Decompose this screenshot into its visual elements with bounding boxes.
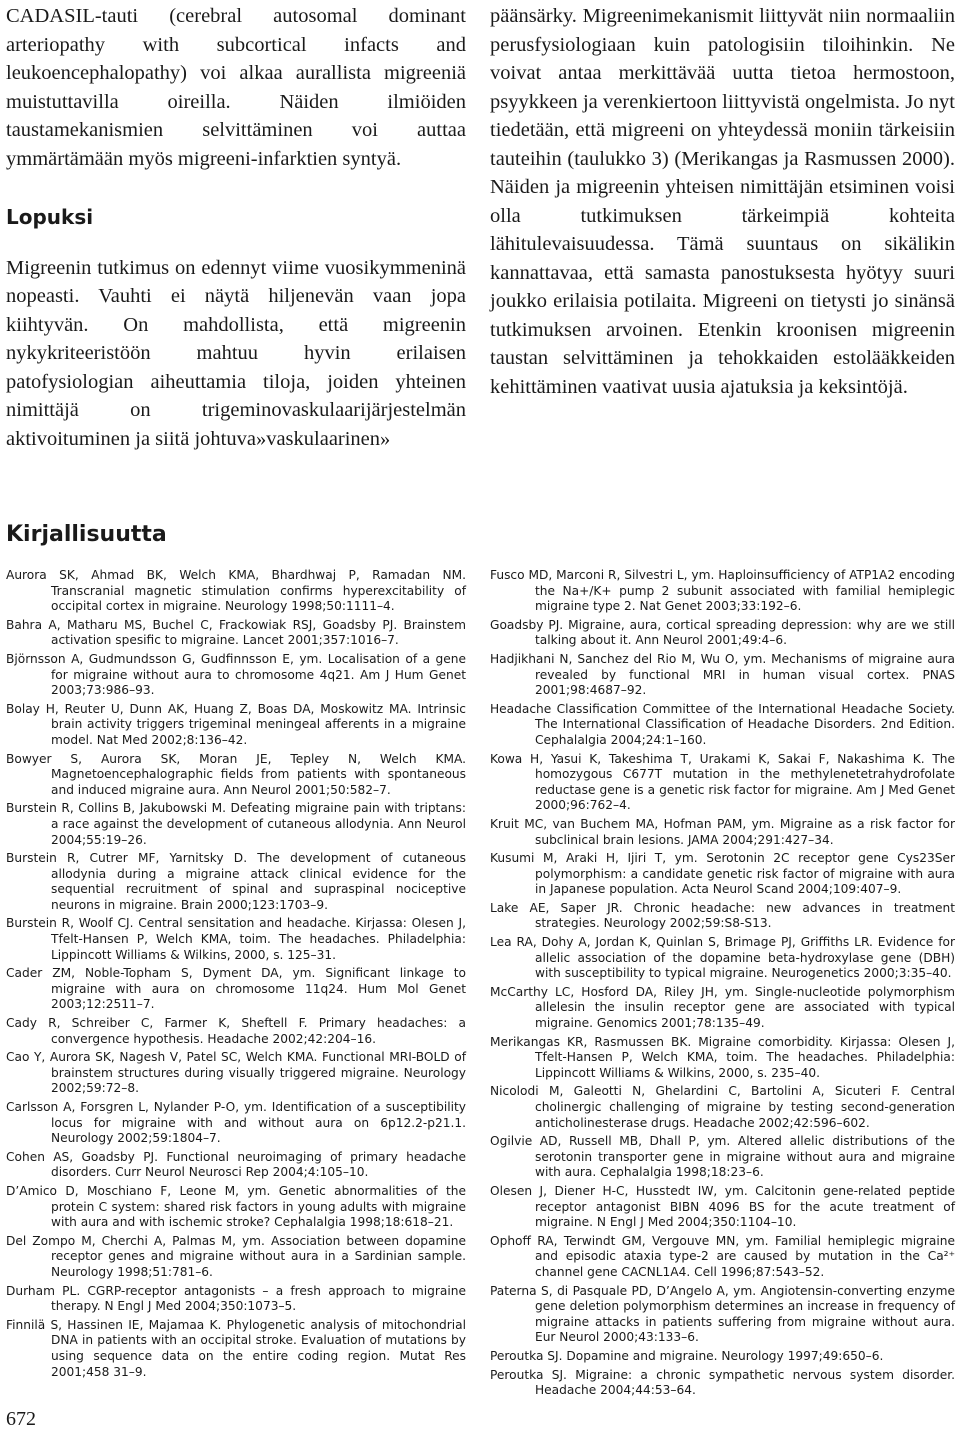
page-number: 672	[6, 1408, 36, 1430]
reference-item: Bolay H, Reuter U, Dunn AK, Huang Z, Boas DA, Moskowitz MA. Intrinsic brain activity triggers trigeminal meningeal afferents in a migraine model. Nat Med 2002;8:136–42.	[6, 701, 466, 747]
reference-item: Burstein R, Cutrer MF, Yarnitsky D. The development of cutaneous allodynia during a migraine attack clinical evidence for the sequential recruitment of spinal and supraspinal nociceptive neurons in migraine. Brain 2000;123:1703–9.	[6, 851, 466, 912]
reference-item: D’Amico D, Moschiano F, Leone M, ym. Genetic abnormalities of the protein C system: shared risk factors in young adults with migraine with aura and with ischemic stroke? Cephalalgia 1998;18:618–21.	[6, 1183, 466, 1230]
body-column-left	[6, 2, 466, 453]
body-paragraph: päänsärky. Migreenimekanismit liittyvät niin normaaliin perusfysiologiaan kuin patologisiin tiloihinkin. Ne voivat antaa merkittävää uutta tietoa hermostoon, psyykkeen ja verenkiertoon liittyvistä ongelmista. Jo nyt tiedetään, että migreeni on yhteydessä moniin tärkeisiin tauteihin (taulukko 3) (Merikangas ja Rasmussen 2000). Näiden ja migreenin yhteisen nimittäjän etsiminen voisi olla tutkimuksen tärkeimpiä kohteita lähitulevaisuudessa. Tämä suuntaus on sikälikin kannattavaa, että samasta panostuksesta hyötyy suuri joukko erilaisia potilaita. Migreeni on tietysti jo sinänsä tutkimuksen arvoinen. Etenkin kroonisen migreenin taustan selvittäminen ja tehokkaiden estolääkkeiden kehittäminen vaativat uusia ajatuksia ja keksintöjä.	[490, 5, 955, 398]
reference-item: Aurora SK, Ahmad BK, Welch KMA, Bhardhwaj P, Ramadan NM. Transcranial magnetic stimulation confirms hyperexcitability of occipital cortex in migraine. Neurology 1998;50:1111–4.	[6, 568, 466, 614]
section-heading: Lopuksi	[6, 205, 94, 229]
reference-item: Del Zompo M, Cherchi A, Palmas M, ym. Association between dopamine receptor genes and migraine without aura in a Sardinian sample. Neurology 1998;51:781–6.	[6, 1233, 466, 1279]
reference-item: Ogilvie AD, Russell MB, Dhall P, ym. Altered allelic distributions of the serotonin transporter gene in migraine without aura and migraine with aura. Cephalalgia 1998;18:23–6.	[490, 1134, 955, 1180]
body-paragraph: CADASIL-tauti (cerebral autosomal dominant arteriopathy with subcortical infacts and leukoencephalopathy) voi alkaa aurallista migreeniä muistuttavilla oireilla. Näiden ilmiöiden taustamekanismien selvittäminen voi auttaa ymmärtämään myös migreeni-infarktien syntyä.	[6, 5, 466, 170]
reference-item: Cao Y, Aurora SK, Nagesh V, Patel SC, Welch KMA. Functional MRI-BOLD of brainstem structures during visually triggered migraine. Neurology 2002;59:72–8.	[6, 1050, 466, 1096]
reference-item: Ophoff RA, Terwindt GM, Vergouve MN, ym. Familial hemiplegic migraine and episodic ataxia type-2 are caused by mutation in the Ca²⁺ channel gene CACNL1A4. Cell 1996;87:543–52.	[490, 1233, 955, 1279]
reference-item: Nicolodi M, Galeotti N, Ghelardini C, Bartolini A, Sicuteri F. Central cholinergic challenging of migraine by testing second-generation anticholinesterase drugs. Headache 2002;42:596–602.	[490, 1084, 955, 1130]
reference-item: Burstein R, Collins B, Jakubowski M. Defeating migraine pain with triptans: a race against the development of cutaneous allodynia. Ann Neurol 2004;55:19–26.	[6, 801, 466, 847]
reference-item: Finnilä S, Hassinen IE, Majamaa K. Phylogenetic analysis of mitochondrial DNA in patients with an occipital stroke. Evaluation of mutations by using sequence data on the entire coding region. Mutat Res 2001;458 31–9.	[6, 1317, 466, 1379]
reference-item: Björnsson A, Gudmundsson G, Gudfinnsson E, ym. Localisation of a gene for migraine without aura to chromosome 4q21. Am J Hum Genet 2003;73:986–93.	[6, 651, 466, 698]
reference-item: Lea RA, Dohy A, Jordan K, Quinlan S, Brimage PJ, Griffiths LR. Evidence for allelic association of the dopamine beta-hydroxylase gene (DBH) with susceptibility to typical migraine. Neurogenetics 2000;3:35–40.	[490, 935, 955, 981]
references-column-left	[6, 568, 466, 1383]
body-column-right	[490, 2, 955, 401]
reference-item: Peroutka SJ. Dopamine and migraine. Neurology 1997;49:650–6.	[490, 1348, 884, 1363]
references-column-right	[490, 568, 955, 1402]
reference-item: Durham PL. CGRP-receptor antagonists – a fresh approach to migraine therapy. N Engl J Med 2004;350:1073–5.	[6, 1283, 466, 1314]
reference-item: Burstein R, Woolf CJ. Central sensitation and headache. Kirjassa: Olesen J, Tfelt-Hansen P, Welch KMA, toim. The headaches. Philadelphia: Lippincott Williams & Wilkins, 2000, s. 125–31.	[6, 916, 466, 962]
reference-item: Cader ZM, Noble-Topham S, Dyment DA, ym. Significant linkage to migraine with aura on chromosome 11q24. Hum Mol Genet 2003;12:2511–7.	[6, 966, 466, 1012]
reference-item: Lake AE, Saper JR. Chronic headache: new advances in treatment strategies. Neurology 2002;59:S8-S13.	[490, 900, 955, 931]
reference-item: Bowyer S, Aurora SK, Moran JE, Tepley N, Welch KMA. Magnetoencephalographic fields from patients with spontaneous and induced migraine aura. Ann Neurol 2001;50:582–7.	[6, 751, 466, 797]
reference-item: Merikangas KR, Rasmussen BK. Migraine comorbidity. Kirjassa: Olesen J, Tfelt-Hansen P, Welch KMA, toim. The headaches. Philadelphia: Lippincott Williams & Wilkins, 2000, s. 235–40.	[490, 1034, 955, 1080]
reference-item: Carlsson A, Forsgren L, Nylander P-O, ym. Identification of a susceptibility locus for migraine with and without aura on 6p12.2-p21.1. Neurology 2002;59:1804–7.	[6, 1100, 466, 1146]
reference-item: Kusumi M, Araki H, Ijiri T, ym. Serotonin 2C receptor gene Cys23Ser polymorphism: a candidate genetic risk factor of migraine with aura in Japanese population. Acta Neurol Scand 2004;109:407–9.	[490, 851, 955, 897]
reference-item: Cohen AS, Goadsby PJ. Functional neuroimaging of primary headache disorders. Curr Neurol Neurosci Rep 2004;4:105–10.	[6, 1149, 466, 1180]
reference-item: Goadsby PJ. Migraine, aura, cortical spreading depression: why are we still talking about it. Ann Neurol 2001;49:4–6.	[490, 617, 955, 648]
body-paragraph: Migreenin tutkimus on edennyt viime vuosikymmeninä nopeasti. Vauhti ei näytä hiljenevän vaan jopa kiihtyvän. On mahdollista, että migreenin nykykriteeristöön mahtuu hyvin erilaisen patofysiologian aiheuttamia tiloja, joiden yhteinen nimittäjä on trigeminovaskulaarijärjestelmän aktivoituminen ja siitä johtuva»vaskulaarinen»	[6, 256, 466, 450]
reference-item: Paterna S, di Pasquale PD, D’Angelo A, ym. Angiotensin-converting enzyme gene deletion polymorphism determines an increase in frequency of migraine attacks in patients suffering from migraine without aura. Eur Neurol 2000;43:133–6.	[490, 1283, 955, 1345]
reference-item: Peroutka SJ. Migraine: a chronic sympathetic nervous system disorder. Headache 2004;44:53–64.	[490, 1367, 955, 1398]
reference-item: Fusco MD, Marconi R, Silvestri L, ym. Haploinsufficiency of ATP1A2 encoding the Na+/K+ pump 2 subunit associated with familial hemiplegic migraine type 2. Nat Genet 2003;33:192–6.	[490, 568, 955, 614]
reference-item: Kruit MC, van Buchem MA, Hofman PAM, ym. Migraine as a risk factor for subclinical brain lesions. JAMA 2004;291:427–34.	[490, 816, 955, 847]
reference-item: Bahra A, Matharu MS, Buchel C, Frackowiak RSJ, Goadsby PJ. Brainstem activation spesific to migraine. Lancet 2001;357:1016–7.	[6, 617, 466, 648]
reference-item: McCarthy LC, Hosford DA, Riley JH, ym. Single-nucleotide polymorphism allelesin the insulin receptor gene are associated with typical migraine. Genomics 2001;78:135–49.	[490, 984, 955, 1031]
reference-item: Kowa H, Yasui K, Takeshima T, Urakami K, Sakai F, Nakashima K. The homozygous C677T mutation in the methylenetetrahydrofolate reductase gene is a genetic risk factor for migraine. Am J Med Genet 2000;96:762–4.	[490, 751, 955, 813]
reference-item: Cady R, Schreiber C, Farmer K, Sheftell F. Primary headaches: a convergence hypothesis. Headache 2002;42:204–16.	[6, 1016, 466, 1046]
reference-item: Olesen J, Diener H-C, Husstedt IW, ym. Calcitonin gene-related peptide receptor antagonist BIBN 4096 BS for the acute treatment of migraine. N Engl J Med 2004;350:1104–10.	[490, 1183, 955, 1230]
reference-item: Hadjikhani N, Sanchez del Rio M, Wu O, ym. Mechanisms of migraine aura revealed by functional MRI in human visual cortex. PNAS 2001;98:4687–92.	[490, 651, 955, 698]
references-heading: Kirjallisuutta	[6, 522, 167, 547]
reference-item: Headache Classification Committee of the International Headache Society. The International Classification of Headache Disorders. 2nd Edition. Cephalalgia 2004;24:1–160.	[490, 701, 955, 747]
